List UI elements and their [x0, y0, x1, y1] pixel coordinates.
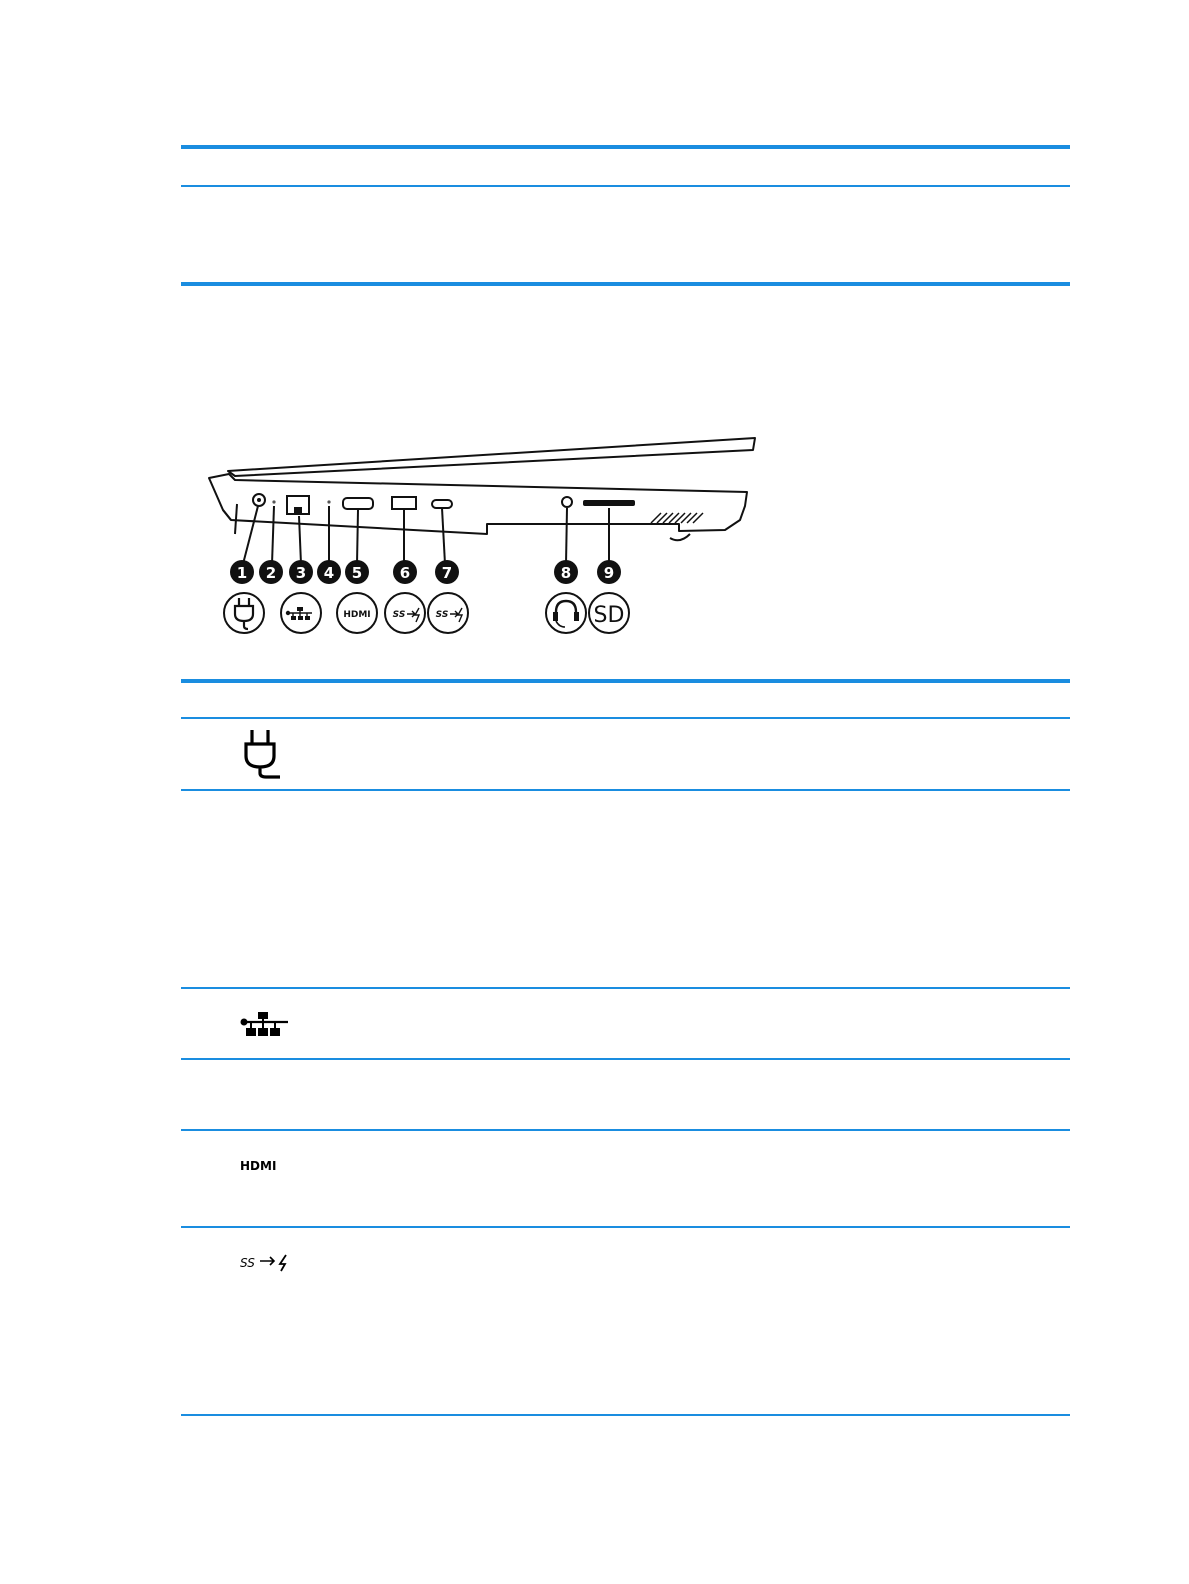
- table-row-rule: [181, 987, 1070, 989]
- svg-text:HDMI: HDMI: [343, 610, 371, 620]
- laptop-body: [209, 438, 755, 540]
- network-jack-icon: [240, 1010, 290, 1038]
- svg-text:HDMI: HDMI: [240, 1159, 277, 1172]
- svg-text:9: 9: [603, 564, 615, 582]
- top-table-header-rule: [181, 145, 1070, 149]
- svg-text:SS: SS: [392, 610, 406, 620]
- svg-text:2: 2: [265, 564, 277, 582]
- svg-text:4: 4: [323, 564, 335, 582]
- svg-text:SD: SD: [593, 603, 625, 628]
- laptop-left-side-figure: [195, 426, 765, 638]
- top-table-row-rule: [181, 185, 1070, 187]
- svg-text:7: 7: [441, 564, 453, 582]
- top-table-bottom-rule: [181, 282, 1070, 286]
- components-table-header-bottom-rule: [181, 717, 1070, 719]
- headset-icon: [546, 593, 586, 633]
- callout-8: [554, 560, 578, 584]
- callout-5: [345, 560, 369, 584]
- callout-4: [317, 560, 341, 584]
- callout-9: [597, 560, 621, 584]
- power-plug-icon: [240, 728, 284, 780]
- ac-adapter-light: [272, 500, 275, 503]
- usb-superspeed-charging-icon: [240, 1253, 292, 1273]
- callout-6: [393, 560, 417, 584]
- svg-text:SS: SS: [240, 1256, 255, 1270]
- callout-3: [289, 560, 313, 584]
- table-row-rule: [181, 1129, 1070, 1131]
- table-row-rule: [181, 1226, 1070, 1228]
- table-row-rule: [181, 789, 1070, 791]
- sd-card-slot: [583, 500, 635, 506]
- svg-text:8: 8: [560, 564, 572, 582]
- callout-2: [259, 560, 283, 584]
- svg-text:6: 6: [399, 564, 411, 582]
- table-row-rule: [181, 1414, 1070, 1416]
- rj45-status-light: [327, 500, 330, 503]
- components-table-header-rule: [181, 679, 1070, 683]
- hdmi-icon: [240, 1158, 292, 1172]
- table-row-rule: [181, 1058, 1070, 1060]
- svg-text:1: 1: [236, 564, 248, 582]
- svg-text:3: 3: [295, 564, 307, 582]
- svg-text:5: 5: [351, 564, 363, 582]
- svg-text:SS: SS: [435, 610, 449, 620]
- callout-7: [435, 560, 459, 584]
- callout-1: [230, 560, 254, 584]
